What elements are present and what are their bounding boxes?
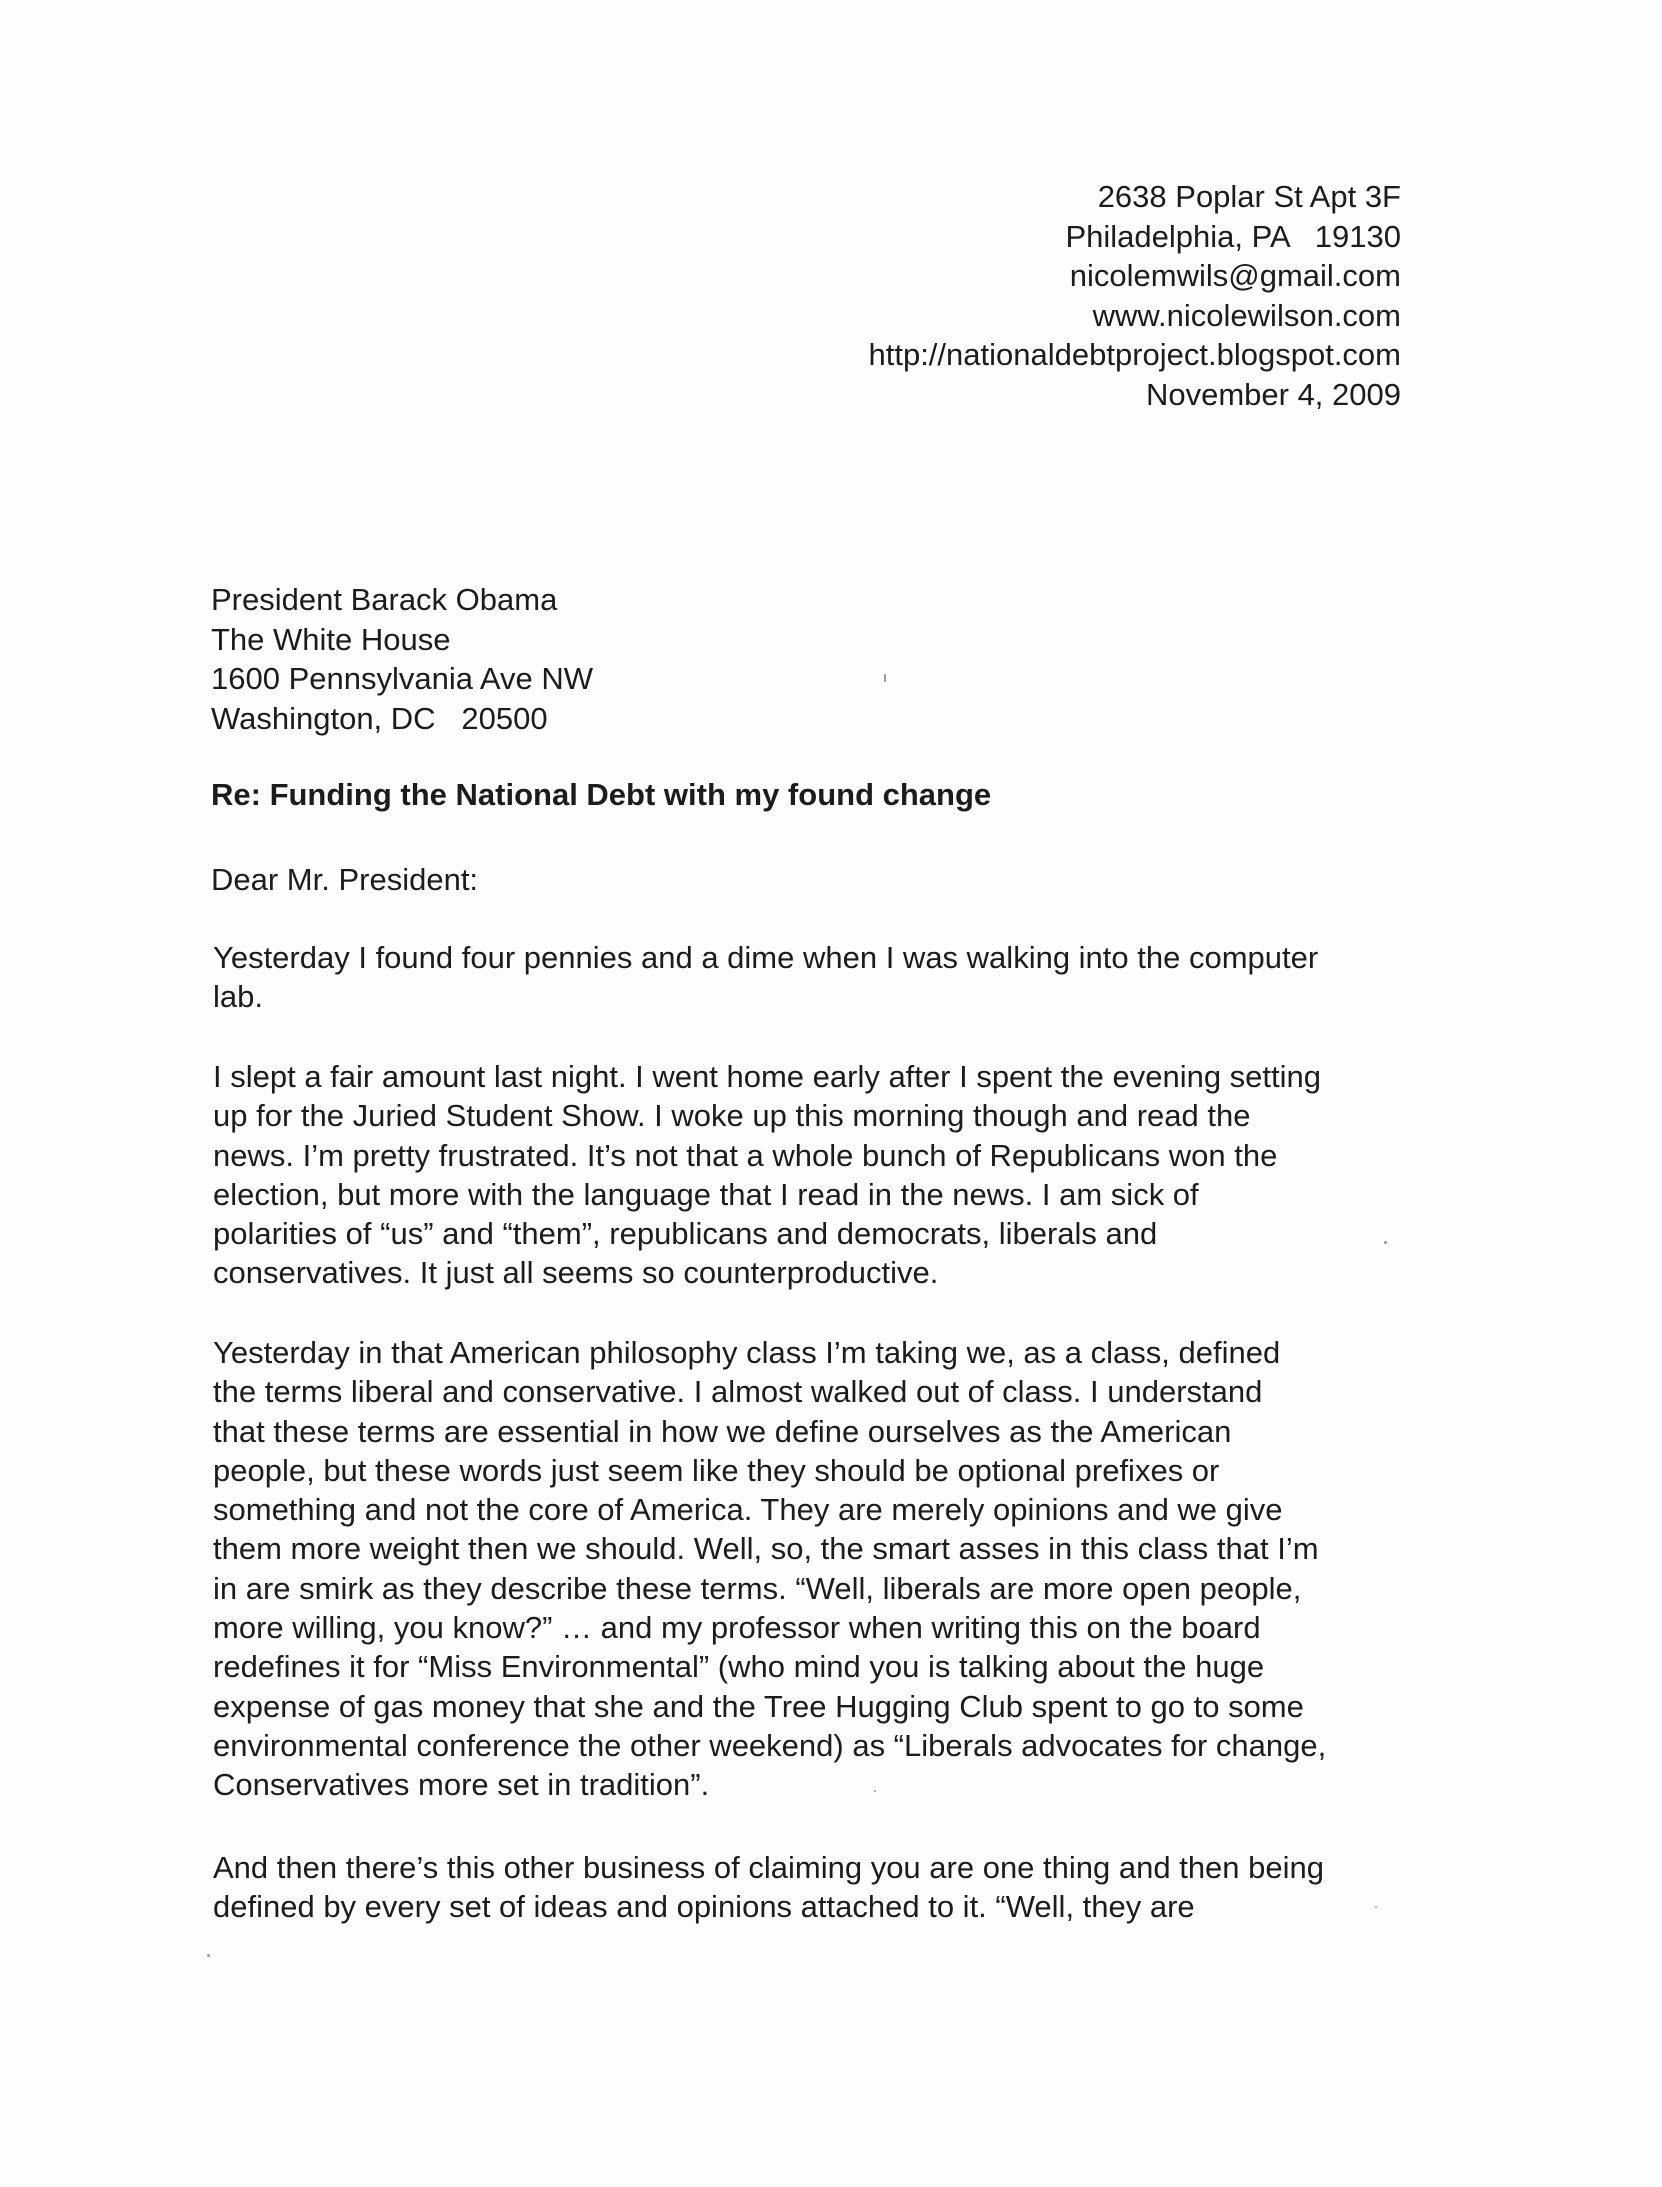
paragraph-line: expense of gas money that she and the Tree Hugging Club spent to go to some	[213, 1688, 1304, 1724]
paragraph-line: people, but these words just seem like they should be optional prefixes or	[213, 1452, 1220, 1488]
paragraph-line: more willing, you know?” … and my professor when writing this on the board	[213, 1610, 1261, 1646]
paragraph-line: environmental conference the other weekend) as “Liberals advocates for change,	[213, 1727, 1327, 1763]
recipient-name: President Barack Obama	[211, 582, 558, 617]
paragraph-line: something and not the core of America. They are merely opinions and we give	[213, 1492, 1283, 1528]
paragraph-line: And then there’s this other business of claiming you are one thing and then being	[213, 1850, 1325, 1885]
recipient-city-state-zip: Washington, DC 20500	[211, 700, 548, 736]
sender-blog: http://nationaldebtproject.blogspot.com	[868, 337, 1401, 372]
paragraph-line: the terms liberal and conservative. I almost walked out of class. I understand	[213, 1374, 1263, 1410]
paragraph-line: lab.	[213, 979, 263, 1015]
body-paragraph-4	[213, 1848, 1324, 1927]
body-paragraph-3	[213, 1333, 1326, 1805]
paragraph-line: news. I’m pretty frustrated. It’s not that a whole bunch of Republicans won the	[213, 1137, 1278, 1173]
recipient-street: 1600 Pennsylvania Ave NW	[211, 661, 593, 696]
body-paragraph-1	[213, 938, 1318, 1017]
scan-speck	[874, 1790, 876, 1792]
paragraph-line: conservatives. It just all seems so counterproductive.	[213, 1255, 939, 1291]
paragraph-line: Conservatives more set in tradition”.	[213, 1767, 710, 1803]
paragraph-line: Yesterday in that American philosophy class I’m taking we, as a class, defined	[213, 1335, 1281, 1370]
scan-speck	[884, 674, 886, 682]
salutation: Dear Mr. President:	[211, 862, 479, 897]
scan-speck	[1384, 1241, 1387, 1244]
paragraph-line: that these terms are essential in how we define ourselves as the American	[213, 1413, 1232, 1449]
sender-email: nicolemwils@gmail.com	[1069, 258, 1401, 293]
letter-date: November 4, 2009	[1145, 376, 1401, 412]
paragraph-line: election, but more with the language that I read in the news. I am sick of	[213, 1176, 1199, 1212]
paragraph-line: Yesterday I found four pennies and a dime when I was walking into the computer	[213, 940, 1319, 975]
subject-line: Re: Funding the National Debt with my found change	[211, 777, 992, 812]
recipient-organization: The White House	[211, 621, 451, 657]
paragraph-line: them more weight then we should. Well, so, the smart asses in this class that I’m	[213, 1531, 1319, 1567]
paragraph-line: defined by every set of ideas and opinions attached to it. “Well, they are	[213, 1889, 1195, 1925]
body-paragraph-2	[213, 1057, 1321, 1293]
sender-address-line1: 2638 Poplar St Apt 3F	[1097, 179, 1401, 214]
paragraph-line: polarities of “us” and “them”, republicans and democrats, liberals and	[213, 1216, 1158, 1252]
paragraph-line: in are smirk as they describe these terms. “Well, liberals are more open people,	[213, 1570, 1302, 1606]
sender-website: www.nicolewilson.com	[1092, 297, 1401, 333]
paragraph-line: up for the Juried Student Show. I woke up this morning though and read the	[213, 1098, 1251, 1134]
scan-speck	[207, 1954, 210, 1957]
recipient-block	[211, 580, 593, 738]
paragraph-line: I slept a fair amount last night. I went home early after I spent the evening setting	[213, 1059, 1322, 1094]
sender-block	[868, 177, 1401, 414]
sender-address-line2: Philadelphia, PA 19130	[1065, 218, 1401, 254]
paragraph-line: redefines it for “Miss Environmental” (who mind you is talking about the huge	[213, 1649, 1265, 1685]
scan-speck	[1375, 1906, 1377, 1908]
